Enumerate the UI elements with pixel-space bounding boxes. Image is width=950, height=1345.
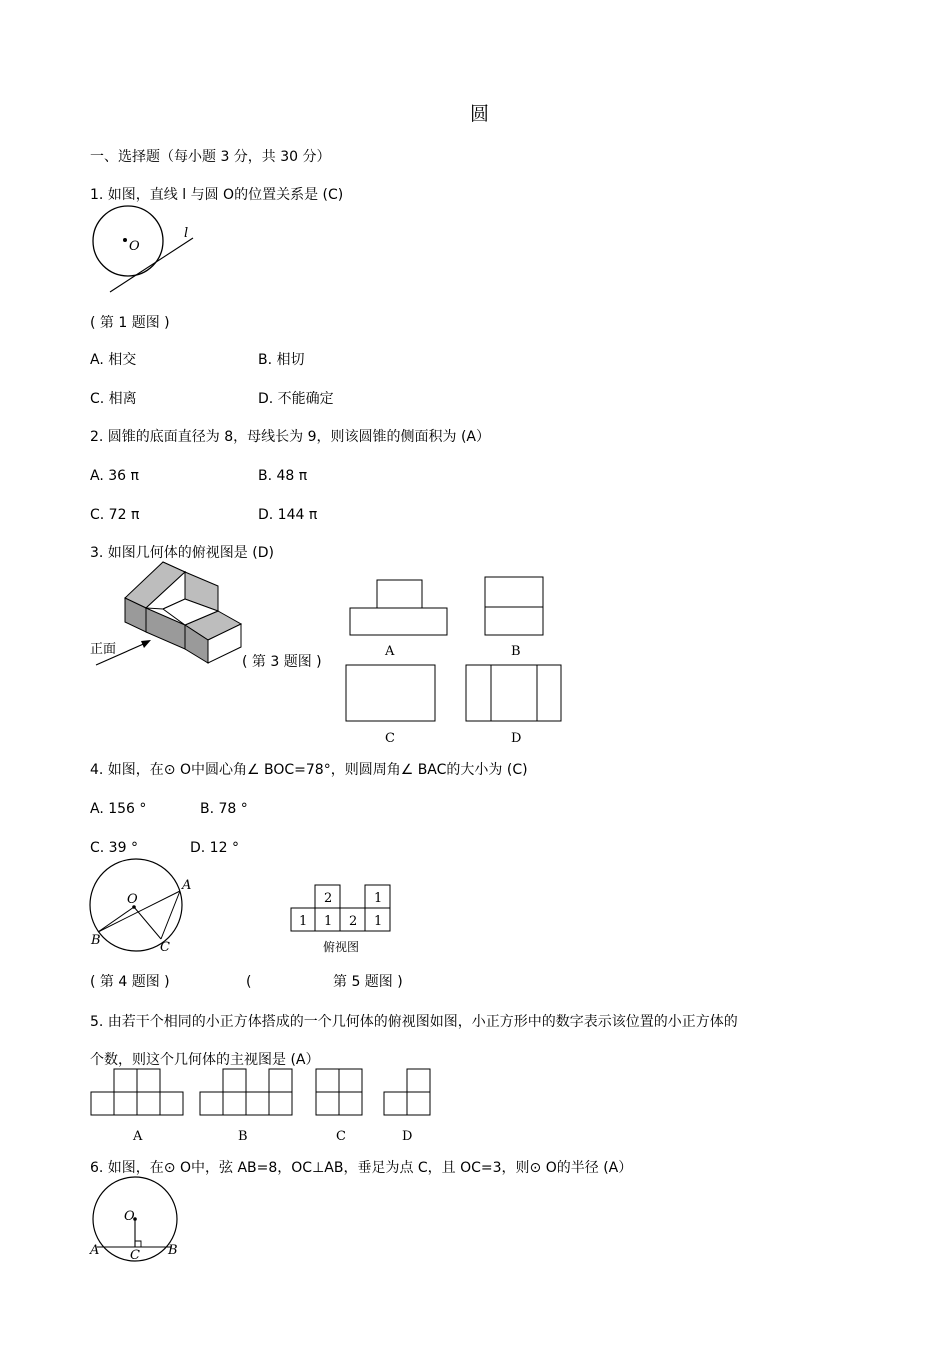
line-ab xyxy=(98,891,180,932)
option-d-letter: D xyxy=(402,1129,413,1144)
label-c: C xyxy=(130,1248,140,1263)
option-d-letter: D xyxy=(511,731,522,746)
option-c-letter: C xyxy=(336,1129,346,1144)
top-view-label: 俯视图 xyxy=(323,940,360,954)
option-c-rect xyxy=(346,665,435,721)
option-a-lower-rect xyxy=(350,608,447,635)
line-l xyxy=(110,238,193,292)
option-d-rect xyxy=(466,665,561,721)
section-heading: 一、选择题（每小题 3 分，共 30 分） xyxy=(90,149,331,165)
question-2-option-c: C. 72 π xyxy=(90,507,140,523)
question-4-option-d: D. 12 ° xyxy=(190,840,239,856)
question-2-stem: 2. 圆锥的底面直径为 8，母线长为 9，则该圆锥的侧面积为 (A） xyxy=(90,429,491,445)
question-1-option-d: D. 不能确定 xyxy=(258,391,334,407)
label-c: C xyxy=(160,940,170,955)
question-5-top-view-figure xyxy=(290,883,395,958)
circle-o xyxy=(93,206,163,276)
question-4-caption: ( 第 4 题图 ) xyxy=(90,974,170,990)
question-3-stem: 3. 如图几何体的俯视图是 (D) xyxy=(90,545,274,561)
center-point xyxy=(123,238,127,242)
cell-number: 1 xyxy=(374,914,383,929)
cell-number: 2 xyxy=(349,914,358,929)
label-l: l xyxy=(184,226,189,241)
question-3-caption: ( 第 3 题图 ) xyxy=(242,654,322,670)
question-1-caption: ( 第 1 题图 ) xyxy=(90,315,170,331)
label-o: O xyxy=(129,239,140,254)
option-a-letter: A xyxy=(133,1129,143,1144)
option-b-letter: B xyxy=(511,644,521,659)
option-a-letter: A xyxy=(385,644,395,659)
question-5-stem-line-2: 个数，则这个几何体的主视图是 (A） xyxy=(90,1052,320,1068)
label-a: A xyxy=(90,1243,100,1258)
question-5-options-figure xyxy=(90,1068,440,1148)
line-ob xyxy=(98,907,134,932)
question-1-option-b: B. 相切 xyxy=(258,352,305,368)
question-6-figure xyxy=(88,1178,188,1268)
right-angle-mark xyxy=(135,1241,141,1247)
question-3-options-figure xyxy=(343,575,573,750)
front-label: 正面 xyxy=(90,642,117,657)
label-o: O xyxy=(127,892,138,907)
option-c-letter: C xyxy=(385,731,395,746)
question-5-stem-line-1: 5. 由若干个相同的小正方体搭成的一个几何体的俯视图如图，小正方形中的数字表示该位置的小正方体的 xyxy=(90,1014,738,1030)
page-title: 圆 xyxy=(470,103,490,125)
option-b-rect xyxy=(485,577,543,635)
question-6-stem: 6. 如图，在⊙ O中，弦 AB=8，OC⊥AB，垂足为点 C，且 OC=3，则⊙ O的半径 (A） xyxy=(90,1160,633,1176)
question-4-option-a: A. 156 ° xyxy=(90,801,147,817)
question-4-figure xyxy=(88,858,198,953)
question-1-stem: 1. 如图，直线 l 与圆 O的位置关系是 (C) xyxy=(90,187,344,203)
label-o: O xyxy=(124,1209,135,1224)
label-b: B xyxy=(91,933,101,948)
question-2-option-a: A. 36 π xyxy=(90,468,139,484)
option-b-letter: B xyxy=(238,1129,248,1144)
question-2-option-d: D. 144 π xyxy=(258,507,318,523)
line-ac xyxy=(161,891,180,939)
question-1-option-a: A. 相交 xyxy=(90,352,137,368)
question-4-option-b: B. 78 ° xyxy=(200,801,248,817)
cell-number: 1 xyxy=(299,914,308,929)
cell-number: 1 xyxy=(324,914,333,929)
question-2-option-b: B. 48 π xyxy=(258,468,308,484)
label-a: A xyxy=(182,878,192,893)
label-b: B xyxy=(168,1243,178,1258)
question-1-figure xyxy=(88,205,208,300)
question-1-option-c: C. 相离 xyxy=(90,391,137,407)
question-4-stem: 4. 如图，在⊙ O中圆心角∠ BOC=78°，则圆周角∠ BAC的大小为 (C) xyxy=(90,762,528,778)
cell-number: 1 xyxy=(374,891,383,906)
question-5-caption: 第 5 题图 ) xyxy=(333,974,403,990)
option-a-upper-rect xyxy=(377,580,422,608)
question-4-option-c: C. 39 ° xyxy=(90,840,138,856)
cell-number: 2 xyxy=(324,891,333,906)
front-arrow-head xyxy=(141,640,151,648)
question-5-caption-open: ( xyxy=(246,974,252,990)
